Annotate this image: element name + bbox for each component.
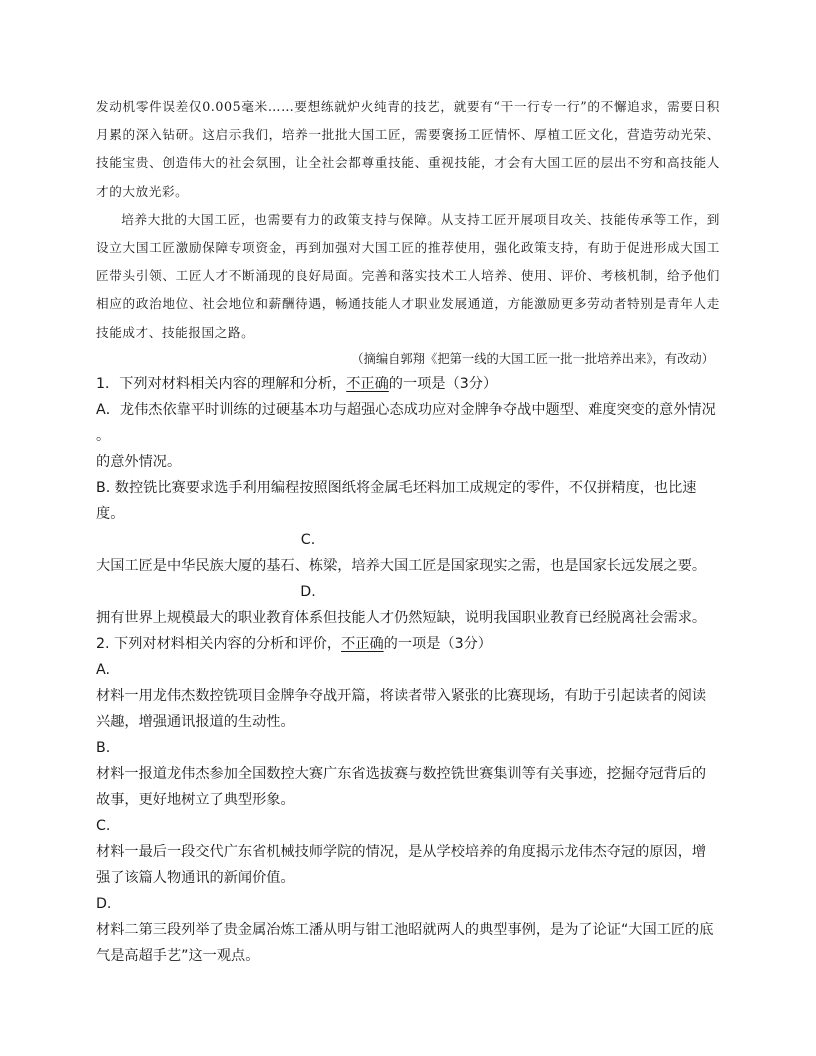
q1-stem-score: 的一项是（3分） (388, 375, 498, 392)
q1-stem-text: 1．下列对材料相关内容的理解和分析， (96, 375, 347, 392)
q1-option-b: B. 数控铣比赛要求选手利用编程按照图纸将金属毛坯料加工成规定的零件，不仅拼精度，也比速度。 (96, 479, 697, 522)
exam-page (96, 93, 720, 969)
q2-option-a: 材料一用龙伟杰数控铣项目金牌争夺战开篇，将读者带入紧张的比赛现场，有助于引起读者的阅读兴趣，增强通讯报道的生动性。 (96, 687, 707, 730)
q2-option-d-letter: D. (96, 895, 112, 912)
q2-option-b: 材料一报道龙伟杰参加全国数控大赛广东省选拔赛与数控铣世赛集训等有关事迹，挖掘夺冠背后的故事，更好地树立了典型形象。 (96, 765, 707, 808)
q1-option-a: A．龙伟杰依靠平时训练的过硬基本功与超强心态成功应对金牌争夺战中题型、难度突变的意外情况 (96, 401, 716, 418)
q2-option-b-letter: B. (96, 739, 111, 756)
q2-option-a-letter: A. (96, 661, 110, 678)
q1-stem-emphasis: 不正确 (346, 375, 389, 392)
q1-option-c: 大国工匠是中华民族大厦的基石、栋梁，培养大国工匠是国家现实之需，也是国家长远发展之要。 (96, 557, 707, 574)
passage-source: （摘编自郭翔《把第一线的大国工匠一批一批培养出来》，有改动） (351, 351, 714, 366)
q2-stem-emphasis: 不正确 (341, 635, 384, 652)
q1-option-a-period: 。 (96, 427, 111, 444)
q2-option-c-letter: C. (96, 817, 111, 834)
q1-stem (96, 371, 720, 397)
q2-stem-score: 的一项是（3分） (383, 635, 492, 652)
passage-paragraph-2: 培养大批的大国工匠，也需要有力的政策支持与保障。从支持工匠开展项目攻关、技能传承等工作，到设立大国工匠激励保障专项资金，再到加强对大国工匠的推荐使用，强化政策支持，有助于促进形成大国工匠带头引领、工匠人才不断涌现的良好局面。完善和落实技术工人培养、使用、评价、考核机制，给予他们相应的政治地位、社会地位和薪酬待遇，畅通技能人才职业发展通道，方能激励更多劳动者特别是青年人走技能成才、技能报国之路。 (96, 211, 720, 340)
q1-option-a-extra: 的意外情况。 (96, 453, 182, 470)
q1-option-d-letter: D. (300, 583, 316, 600)
q2-option-d: 材料二第三段列举了贵金属冶炼工潘从明与钳工池昭就两人的典型事例，是为了论证“大国工匠的底气是高超手艺”这一观点。 (96, 921, 714, 964)
q2-option-c: 材料一最后一段交代广东省机械技师学院的情况，是从学校培养的角度揭示龙伟杰夺冠的原因，增强了该篇人物通讯的新闻价值。 (96, 843, 707, 886)
question-1 (96, 371, 720, 631)
q1-option-c-letter: C. (300, 531, 316, 548)
q2-stem-text: 2. 下列对材料相关内容的分析和评价， (96, 635, 342, 652)
q1-option-d: 拥有世界上规模最大的职业教育体系但技能人才仍然短缺，说明我国职业教育已经脱离社会需求。 (96, 609, 707, 626)
passage-paragraph-1: 发动机零件误差仅0.005毫米……要想练就炉火纯青的技艺，就要有“干一行专一行”的不懈追求，需要日积月累的深入钻研。这启示我们，培养一批批大国工匠，需要褒扬工匠情怀、厚植工匠文化，营造劳动光荣、技能宝贵、创造伟大的社会氛围，让全社会都尊重技能、重视技能，才会有大国工匠的层出不穷和高技能人才的大放光彩。 (96, 99, 720, 199)
question-2 (96, 631, 720, 969)
q2-stem (96, 631, 720, 657)
